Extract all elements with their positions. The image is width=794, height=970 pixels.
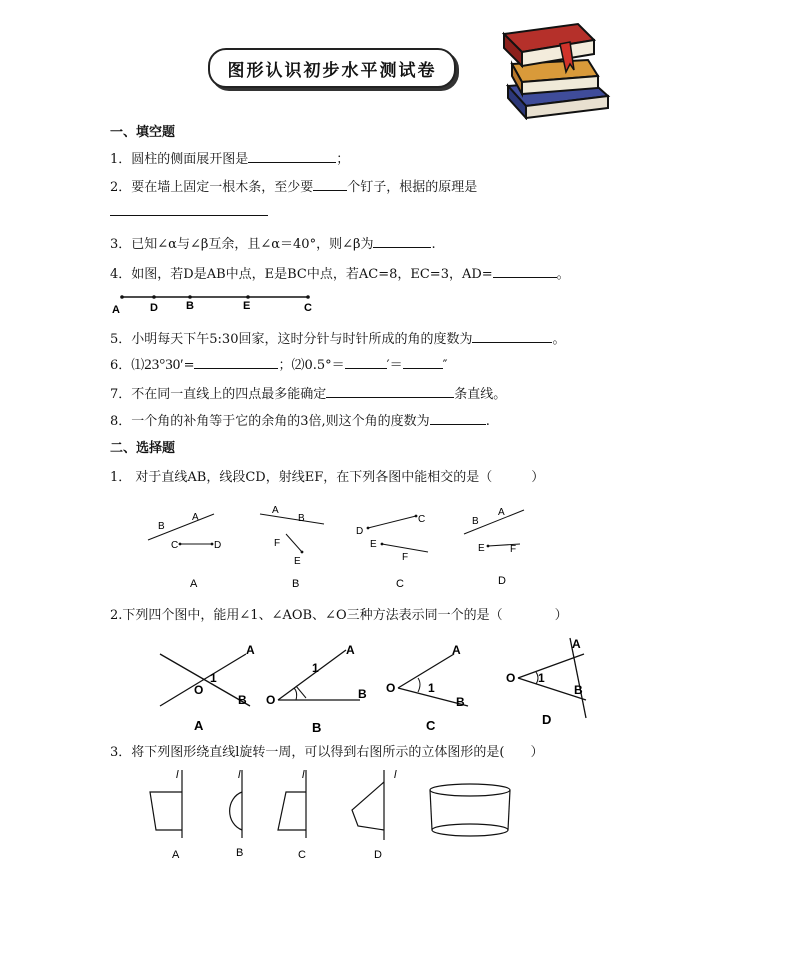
segment-figure: [108, 288, 328, 318]
svg-text:C: C: [171, 540, 179, 551]
question-1-8: 8．一个角的补角等于它的余角的3倍,则这个角的度数为 .: [110, 414, 490, 429]
point-label: B: [186, 300, 194, 312]
section-choice-heading: 二、选择题: [110, 441, 176, 456]
svg-text:B: B: [456, 695, 465, 709]
svg-text:E: E: [370, 539, 377, 550]
option-label: D: [542, 712, 552, 727]
point-label: D: [150, 302, 158, 314]
answer-blank[interactable]: [345, 356, 387, 369]
option-label: C: [298, 849, 306, 861]
answer-blank[interactable]: [313, 178, 347, 191]
question-1-5: 5．小明每天下午5:30回家，这时分针与时针所成的角的度数为 。: [110, 332, 566, 347]
svg-text:l: l: [176, 769, 179, 781]
option-label: A: [172, 849, 180, 861]
question-1-3: 3．已知∠α与∠β互余，且∠α＝40°，则∠β为 .: [110, 237, 436, 252]
rotation-figures: [140, 766, 540, 866]
svg-text:1: 1: [210, 671, 217, 685]
svg-text:B: B: [238, 693, 247, 707]
svg-text:1: 1: [312, 661, 319, 675]
svg-text:D: D: [356, 526, 364, 537]
option-label: D: [498, 575, 506, 587]
lines-intersection-figures: [140, 500, 540, 596]
option-label: B: [236, 847, 244, 859]
svg-text:B: B: [298, 513, 305, 524]
svg-text:O: O: [506, 671, 516, 685]
question-1-2: 2．要在墙上固定一根木条，至少要 个钉子，根据的原理是: [110, 180, 478, 195]
option-label: A: [190, 578, 198, 590]
answer-blank[interactable]: [373, 235, 431, 248]
svg-text:B: B: [358, 687, 367, 701]
option-label: C: [396, 578, 404, 590]
svg-text:l: l: [302, 769, 305, 781]
answer-blank[interactable]: [326, 385, 454, 398]
question-2-2: 2.下列四个图中，能用∠1、∠AOB、∠O三种方法表示同一个的是（ ）: [110, 608, 568, 623]
question-1-7: 7．不在同一直线上的四点最多能确定 条直线。: [110, 387, 507, 402]
svg-text:1: 1: [428, 681, 435, 695]
svg-text:C: C: [418, 514, 426, 525]
svg-text:1: 1: [538, 671, 545, 685]
option-label: C: [426, 718, 436, 733]
question-1-1: 1．圆柱的侧面展开图是 ；: [110, 152, 350, 167]
svg-text:A: A: [246, 643, 255, 657]
option-label: A: [194, 718, 204, 733]
answer-blank[interactable]: [248, 150, 336, 163]
svg-text:A: A: [272, 505, 279, 516]
answer-blank[interactable]: [430, 412, 486, 425]
svg-text:B: B: [472, 516, 479, 527]
question-1-4: 4．如图，若D是AB中点，E是BC中点，若AC=8，EC=3，AD= 。: [110, 267, 570, 282]
svg-text:B: B: [574, 683, 583, 697]
angle-figures: [150, 634, 600, 734]
answer-blank[interactable]: [403, 356, 443, 369]
svg-text:O: O: [266, 693, 276, 707]
point-label: A: [112, 304, 120, 316]
svg-text:F: F: [510, 544, 517, 555]
svg-text:F: F: [402, 552, 409, 563]
question-2-3: 3．将下列图形绕直线l旋转一周，可以得到右图所示的立体图形的是( ）: [110, 745, 544, 760]
answer-blank[interactable]: [472, 330, 552, 343]
svg-text:O: O: [194, 683, 204, 697]
svg-text:A: A: [452, 643, 461, 657]
point-label: E: [243, 300, 251, 312]
option-label: D: [374, 849, 382, 861]
svg-text:O: O: [386, 681, 396, 695]
svg-text:F: F: [274, 538, 281, 549]
svg-text:A: A: [346, 643, 355, 657]
svg-text:l: l: [238, 769, 241, 781]
svg-text:E: E: [294, 556, 301, 567]
svg-text:D: D: [214, 540, 222, 551]
question-2-1: 1． 对于直线AB，线段CD，射线EF，在下列各图中能相交的是（ ）: [110, 470, 545, 485]
option-label: B: [312, 720, 322, 734]
answer-blank-line[interactable]: [110, 215, 268, 216]
svg-text:l: l: [394, 769, 397, 781]
svg-text:A: A: [192, 512, 199, 523]
svg-text:B: B: [158, 521, 165, 532]
books-icon: [494, 14, 618, 120]
svg-text:A: A: [572, 637, 581, 651]
answer-blank[interactable]: [194, 356, 278, 369]
page-title: 图形认识初步水平测试卷: [208, 48, 456, 88]
answer-blank[interactable]: [493, 265, 557, 278]
section-fill-blank-heading: 一、填空题: [110, 125, 176, 140]
point-label: C: [304, 302, 312, 314]
svg-text:E: E: [478, 543, 485, 554]
option-label: B: [292, 578, 300, 590]
question-1-6: 6．⑴23°30′= ；⑵0.5°＝ ′＝ ″: [110, 357, 448, 373]
svg-text:A: A: [498, 507, 505, 518]
